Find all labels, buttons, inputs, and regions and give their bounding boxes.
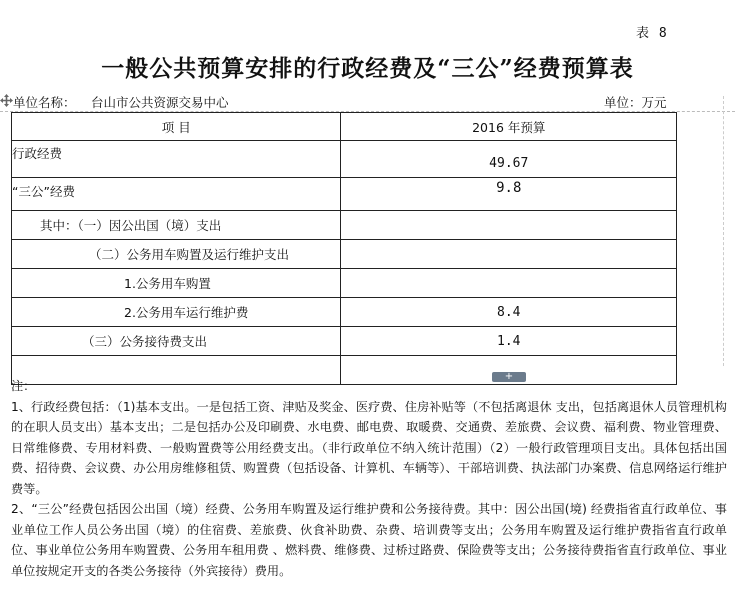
row-label: 其中：（一）因公出国（境）支出 <box>12 211 341 240</box>
table-expand-handle[interactable]: + <box>492 372 526 382</box>
header-item: 项 目 <box>12 113 341 141</box>
budget-table <box>11 112 677 385</box>
row-label: 2.公务用车运行维护费 <box>12 298 341 327</box>
page-side-guide <box>723 96 724 366</box>
table-row <box>12 211 677 240</box>
row-label: 行政经费 <box>12 141 341 178</box>
unit-name-value: 台山市公共资源交易中心 <box>91 95 229 110</box>
table-number: 表 8 <box>636 26 668 41</box>
table-row <box>12 141 677 178</box>
row-label: 1.公务用车购置 <box>12 269 341 298</box>
table-row <box>12 269 677 298</box>
row-value <box>341 240 677 269</box>
row-value <box>341 211 677 240</box>
note-paragraph-1: 1、行政经费包括：（1)基本支出。一是包括工资、津贴及奖金、医疗费、住房补贴等（不包括离退休 支出，包括离退休人员管理机构的在职人员支出）基本支出；二是包括办公及印刷费、水电费、邮电费、取暖费、交通费、差旅费、会议费、福利费、物业管理费、日常维修费、专用材料费、一般购置费等公用经费支出。（非行政单位不纳入统计范围）（2）一般行政管理项目支出。具体包括出国费、招待费、会议费、办公用房维修租赁、购置费（包括设备、计算机、车辆等）、干部培训费、执法部门办案费、信息网络运行维护费等。 <box>11 399 727 496</box>
note-paragraph-2: 2、“三公”经费包括因公出国（境）经费、公务用车购置及运行维护费和公务接待费。其中：因公出国(境) 经费指省直行政单位、事业单位工作人员公务出国（境）的住宿费、差旅费、伙食补助费、杂费、培训费等支出；公务用车购置及运行维护费指省直行政单位、事业单位公务用车购置费、公务用车租用费 、燃料费、维修费、过桥过路费、保险费等支出；公务接待费指省直行政单位、事业单位按规定开支的各类公务接待（外宾接待）费用。 <box>11 502 727 578</box>
unit-info-row <box>0 92 735 110</box>
row-label: “三公”经费 <box>12 178 341 211</box>
row-value: 8.4 <box>341 298 677 327</box>
header-budget: 2016 年预算 <box>341 113 677 141</box>
row-value: 49.67 <box>341 141 677 178</box>
table-header-row <box>12 113 677 141</box>
row-value <box>341 269 677 298</box>
notes-heading: 注： <box>11 379 36 393</box>
table-row <box>12 327 677 356</box>
table-row <box>12 240 677 269</box>
notes-section <box>11 376 727 581</box>
row-label: （三）公务接待费支出 <box>12 327 341 356</box>
move-anchor-icon[interactable] <box>0 94 13 107</box>
table-row <box>12 178 677 211</box>
unit-name-label: 单位名称： <box>13 95 76 110</box>
row-value: 9.8 <box>341 178 677 211</box>
page-title: 一般公共预算安排的行政经费及“三公”经费预算表 <box>101 55 634 82</box>
table-row <box>12 298 677 327</box>
row-value: 1.4 <box>341 327 677 356</box>
currency-unit: 单位：万元 <box>604 95 667 110</box>
row-label: （二）公务用车购置及运行维护支出 <box>12 240 341 269</box>
